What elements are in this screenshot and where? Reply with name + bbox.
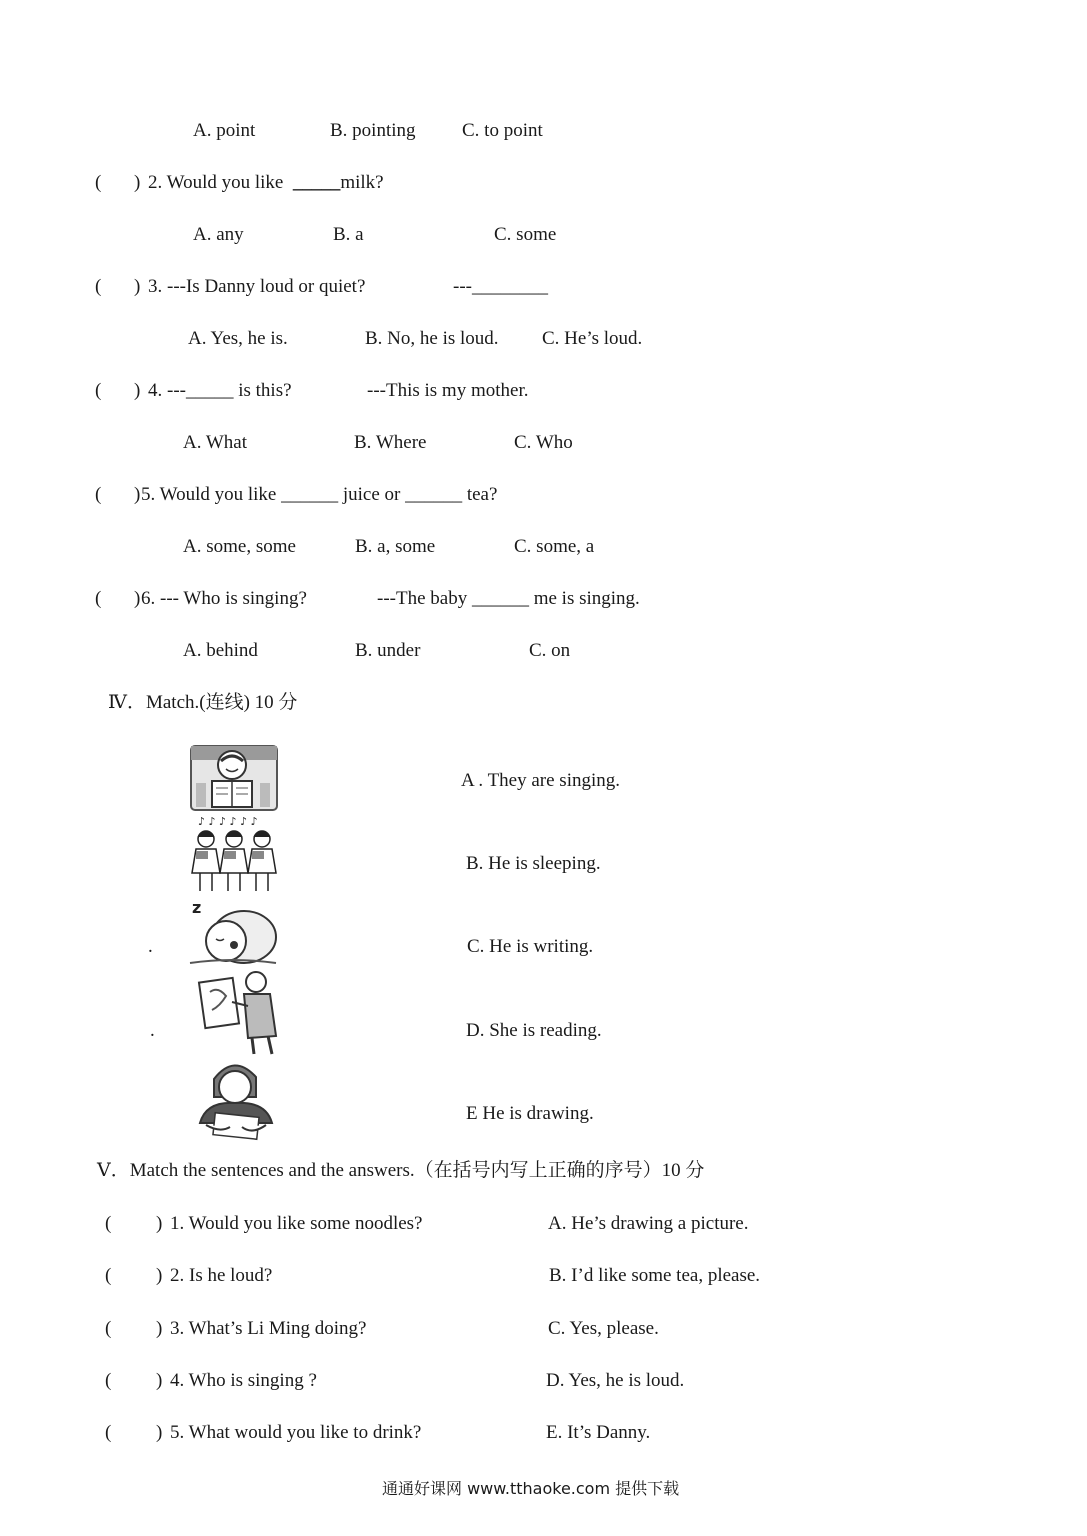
q3-option-c: C. He’s loud.	[542, 328, 643, 349]
section5-answer-c: C. Yes, please.	[548, 1318, 659, 1339]
q1-option-a: A. point	[193, 120, 256, 141]
section5-paren-close-3: )	[156, 1318, 163, 1339]
q5-option-b: B. a, some	[355, 536, 436, 557]
section5-paren-close-1: )	[156, 1213, 163, 1234]
section4-option-c: C. He is writing.	[467, 936, 594, 957]
sleeping-baby-picture	[186, 897, 280, 969]
section5-paren-open-4: (	[105, 1370, 112, 1391]
page-footer: 通通好课网 www.tthaoke.com 提供下载	[382, 1479, 680, 1498]
q3-paren-close: )	[134, 276, 141, 297]
writing-woman-picture	[186, 1053, 284, 1145]
q2-paren-close: )	[134, 172, 141, 193]
q3-option-a: A. Yes, he is.	[188, 328, 288, 349]
q3-answer: ---________	[453, 276, 548, 297]
section5-question-4: 4. Who is singing ?	[170, 1370, 317, 1391]
section5-question-2: 2. Is he loud?	[170, 1265, 273, 1286]
section4-option-e: E He is drawing.	[466, 1103, 594, 1124]
section5-question-1: 1. Would you like some noodles?	[170, 1213, 423, 1234]
q6-option-a: A. behind	[183, 640, 258, 661]
section4-option-b: B. He is sleeping.	[466, 853, 601, 874]
reading-boy-picture	[188, 743, 280, 813]
q2-blank: _____	[292, 172, 341, 193]
q6-paren-close: )	[134, 588, 141, 609]
q3-option-b: B. No, he is loud.	[365, 328, 499, 349]
section5-answer-b: B. I’d like some tea, please.	[549, 1265, 761, 1286]
q4-option-a: A. What	[183, 432, 248, 453]
section4-title: Ⅳ．Match.(连线) 10 分	[108, 692, 298, 713]
section5-paren-open-3: (	[105, 1318, 112, 1339]
q5-paren-open: (	[95, 484, 102, 505]
section5-answer-a: A. He’s drawing a picture.	[548, 1213, 749, 1234]
q5-paren-close: )	[134, 484, 141, 505]
q2-option-a: A. any	[193, 224, 244, 245]
q2-stem-post: milk?	[340, 172, 384, 193]
section5-paren-open-1: (	[105, 1213, 112, 1234]
q6-option-c: C. on	[529, 640, 571, 661]
q5-stem: 5. Would you like ______ juice or ______ tea?	[141, 484, 498, 505]
svg-text:♪ ♪ ♪ ♪ ♪ ♪: ♪ ♪ ♪ ♪ ♪ ♪	[198, 815, 258, 828]
q6-option-b: B. under	[355, 640, 421, 661]
q6-stem: 6. --- Who is singing?	[141, 588, 307, 609]
q2-paren-open: (	[95, 172, 102, 193]
section5-answer-d: D. Yes, he is loud.	[546, 1370, 685, 1391]
section5-paren-close-4: )	[156, 1370, 163, 1391]
singing-girls-picture	[186, 815, 282, 895]
section5-paren-open-2: (	[105, 1265, 112, 1286]
q2-stem-pre: 2. Would you like	[148, 172, 284, 193]
q4-paren-close: )	[134, 380, 141, 401]
q5-option-c: C. some, a	[514, 536, 595, 557]
section5-paren-close-2: )	[156, 1265, 163, 1286]
q4-option-c: C. Who	[514, 432, 573, 453]
section5-answer-e: E. It’s Danny.	[546, 1422, 651, 1443]
q5-option-a: A. some, some	[183, 536, 296, 557]
q2-option-b: B. a	[333, 224, 364, 245]
q4-answer: ---This is my mother.	[367, 380, 529, 401]
q2-option-c: C. some	[494, 224, 557, 245]
q6-paren-open: (	[95, 588, 102, 609]
section4-dot-2: .	[150, 1020, 155, 1041]
section5-paren-close-5: )	[156, 1422, 163, 1443]
section4-option-d: D. She is reading.	[466, 1020, 602, 1041]
q6-answer: ---The baby ______ me is singing.	[377, 588, 640, 609]
q4-option-b: B. Where	[354, 432, 427, 453]
svg-text:z: z	[192, 898, 202, 917]
section5-title: Ⅴ．Match the sentences and the answers.（在括号内写上正确的序号）10 分	[97, 1160, 705, 1181]
section5-paren-open-5: (	[105, 1422, 112, 1443]
q4-paren-open: (	[95, 380, 102, 401]
section4-option-a: A . They are singing.	[461, 770, 621, 791]
q1-option-b: B. pointing	[330, 120, 416, 141]
q3-stem: 3. ---Is Danny loud or quiet?	[148, 276, 366, 297]
q3-paren-open: (	[95, 276, 102, 297]
q2-stem	[148, 173, 384, 192]
section5-question-5: 5. What would you like to drink?	[170, 1422, 422, 1443]
section5-question-3: 3. What’s Li Ming doing?	[170, 1318, 367, 1339]
drawing-man-picture	[196, 966, 284, 1056]
q1-option-c: C. to point	[462, 120, 543, 141]
section4-dot-1: .	[148, 936, 153, 957]
q4-stem: 4. ---_____ is this?	[148, 380, 292, 401]
